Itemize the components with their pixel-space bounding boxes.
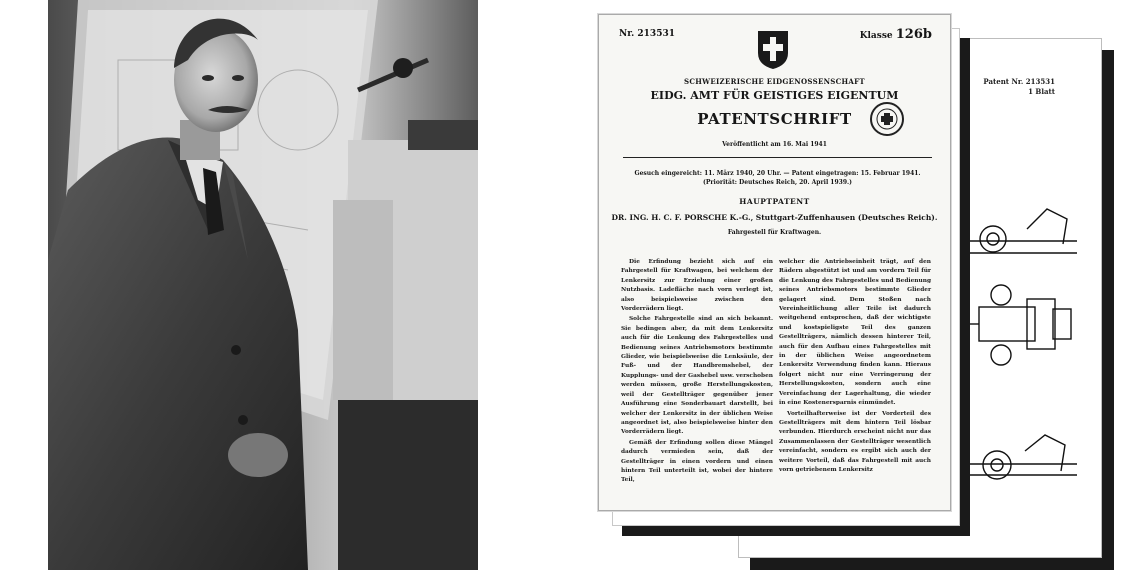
patent-subject: Fahrgestell für Kraftwagen.: [727, 229, 822, 236]
library-stamp-icon: [869, 101, 905, 137]
paragraph: Solche Fahrgestelle sind an sich bekannt. Sie bedingen aber, da mit dem Lenkersitz auch für die Lenkung des Fahrgestelles und Bedienung seines Antriebsmotors bestimmte Glieder, wie beispielsweise die Lenksäule, der Fuß- und der Handbremshebel, der Kupplungs- und der Gashebel usw. verschoben werden müssen, große Herstellungskosten, weil der Gestellträger gegenüber jener Ausführung eine Sonderbauart darstellt, bei welcher der Lenkersitz in der üblichen Weise angeordnet ist, also beispielsweise hinter den Vorderrädern liegt.: [621, 316, 773, 436]
filing-dates: Gesuch eingereicht: 11. März 1940, 20 Uhr. — Patent eingetragen: 15. Februar 1941.: [634, 170, 921, 177]
patent-class: [860, 27, 932, 42]
patent-document: [598, 14, 951, 511]
organization: SCHWEIZERISCHE EIDGENOSSENSCHAFT: [684, 77, 865, 86]
swiss-cross-icon: [756, 29, 790, 71]
class-label: Klasse: [859, 31, 893, 41]
portrait-illustration: [48, 0, 478, 570]
publication-date: Veröffentlicht am 16. Mai 1941: [722, 141, 827, 148]
patent-number: Nr. 213531: [619, 29, 675, 39]
paragraph: Gemäß der Erfindung sollen diese Mängel dadurch vermieden sein, daß der Gestellträger in einen vordern und einen hintern Teil unterteilt ist, wobei der hintere Teil,: [621, 439, 773, 484]
main-patent-title: HAUPTPATENT: [739, 197, 810, 206]
body-column-left: [621, 258, 773, 487]
portrait-photo: [48, 0, 478, 570]
filing-info: [623, 169, 932, 187]
priority-info: (Priorität: Deutsches Reich, 20. April 1939.): [703, 179, 852, 186]
drawing-sheet-count: 1 Blatt: [1028, 87, 1055, 96]
patent-office: EIDG. AMT FÜR GEISTIGES EIGENTUM: [650, 89, 899, 102]
class-value: 126b: [895, 27, 932, 42]
chassis-drawing: [967, 189, 1087, 549]
paragraph: welcher die Antriebseinheit trägt, auf den Rädern abgestützt ist und am vordern Teil für die Lenkung des Fahrgestelles und Bedienung seines Antriebsmotors bestimmte Glieder gelagert sind. Dem Stoßen nach Vereinheitlichung aller Teile ist dadurch weitgehend entsprochen, daß der wichtigste und kostspieligste Teil des ganzen Gestellträgers, nämlich dessen hinterer Teil, auch für den Aufbau eines Fahrgestelles mit in der üblichen Weise angeordnetem Lenkersitz Verwendung finden kann. Hieraus folgert nicht nur eine Verringerung der Herstellungskosten, sondern auch eine Vereinfachung der Lagerhaltung, die wieder in eine Kostenersparnis einmündet.: [779, 259, 931, 407]
drawing-patent-number: Patent Nr. 213531: [983, 77, 1055, 86]
header-rule: [623, 157, 932, 158]
body-column-right: [779, 258, 931, 476]
applicant: DR. ING. H. C. F. PORSCHE K.-G., Stuttgart-Zuffenhausen (Deutsches Reich).: [611, 213, 938, 222]
paragraph: Vorteilhafterweise ist der Vorderteil des Gestellträgers mit dem hintern Teil lösbar verbunden. Hierdurch erscheint nicht nur das Zusammenlassen der Gestellträger wesentlich vereinfacht, sondern es ergibt sich auch der weitere Vorteil, daß das Fahrgestell mit auch vorn getriebenem Lenkersitz: [779, 410, 931, 473]
document-type: PATENTSCHRIFT: [697, 110, 852, 128]
paragraph: Die Erfindung bezieht sich auf ein Fahrgestell für Kraftwagen, bei welchem der Lenkersitz zur Erzielung einer großen Nutzbasis. Ladefläche nach vorn verlegt ist, also beispielsweise zwischen den Vorderrädern liegt.: [621, 259, 773, 313]
